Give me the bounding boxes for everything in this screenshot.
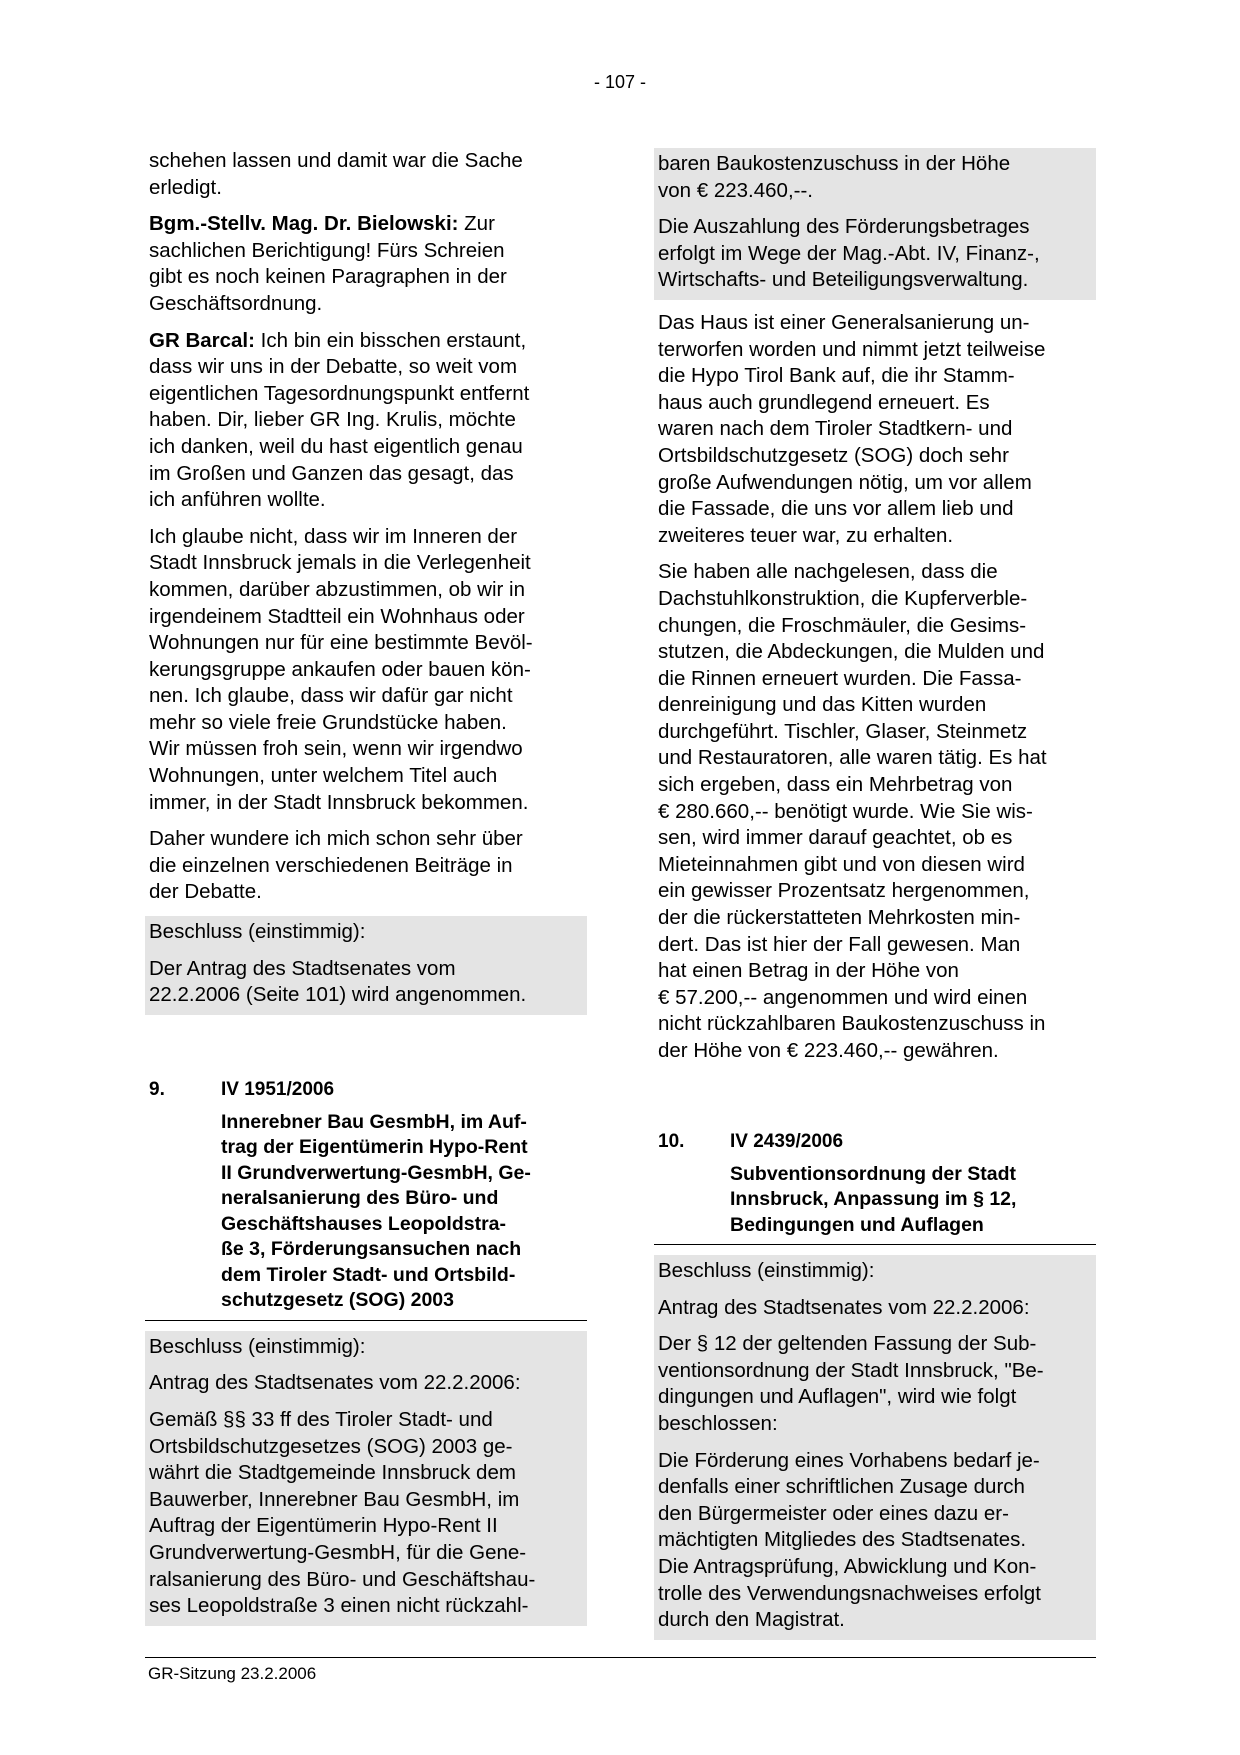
agenda-item-heading xyxy=(654,1129,1096,1154)
agenda-item-number: 9. xyxy=(149,1078,165,1100)
motion-label: Antrag des Stadtsenates vom 22.2.2006: xyxy=(145,1366,587,1403)
agenda-item-title: Innerebner Bau GesmbH, im Auf- trag der Eigentümerin Hypo-Rent II Grundverwertung-GesmbH, Ge- neralsanierung des Büro- und Geschäftshauses Leopoldstra- ße 3, Förderungsansuchen nach dem Tiroler Stadt- und Ortsbild- schutzgesetz (SOG) 2003 xyxy=(221,1110,531,1312)
agenda-item-number: 10. xyxy=(658,1130,685,1152)
divider xyxy=(145,1320,587,1321)
motion-text-continued: baren Baukostenzuschuss in der Höhe von € 223.460,--. xyxy=(654,148,1096,210)
page-number: - 107 - xyxy=(593,72,647,92)
speaker-paragraph xyxy=(145,328,587,514)
speaker-name: GR Barcal: xyxy=(149,328,255,352)
motion-text-payment: Die Auszahlung des Förderungsbetrages erfolgt im Wege der Mag.-Abt. IV, Finanz-, Wirtschafts- und Beteiligungsverwaltung. xyxy=(654,210,1096,300)
resolution-label: Beschluss (einstimmig): xyxy=(145,1331,587,1367)
speech-text: Ich bin ein bisschen erstaunt, dass wir uns in der Debatte, so weit vom eigentlichen Tagesordnungspunkt entfernt haben. Dir, lieber GR Ing. Krulis, möchte ich danken, weil du hast eigentlich genau im Großen und Ganzen das gesagt, das ich anführen wollte. xyxy=(149,328,530,512)
paragraph: Sie haben alle nachgelesen, dass die Dachstuhlkonstruktion, die Kupferverble- chungen, die Froschmäuler, die Gesims- stutzen, die Abdeckungen, die Mulden und die Rinnen erneuert wurden. Die Fassa- denreinigung und das Kitten wurden durchgeführt. Tischler, Glaser, Steinmetz und Restauratoren, alle waren tätig. Es hat sich ergeben, dass ein Mehrbetrag von € 280.660,-- benötigt wurde. Wie Sie wis- sen, wird immer darauf geachtet, ob es Mieteinnahmen gibt und von diesen wird ein gewisser Prozentsatz hergenommen, der die rückerstatteten Mehrkosten min- dert. Das ist hier der Fall gewesen. Man hat einen Betrag in der Höhe von € 57.200,-- angenommen und wird einen nicht rückzahlbaren Baukostenzuschuss in der Höhe von € 223.460,-- gewähren. xyxy=(658,560,1047,1062)
motion-text: Gemäß §§ 33 ff des Tiroler Stadt- und Ortsbildschutzgesetzes (SOG) 2003 ge- währt die Stadtgemeinde Innsbruck dem Bauwerber, Innerebner Bau GesmbH, im Auftrag der Eigentümerin Hypo-Rent II Grundverwertung-GesmbH, für die Gene- ralsanierung des Büro- und Geschäftshau- ses Leopoldstraße 3 einen nicht rückzahl- xyxy=(145,1403,587,1626)
agenda-item-code: IV 1951/2006 xyxy=(221,1078,335,1100)
right-column xyxy=(654,148,1096,1640)
footer-divider xyxy=(145,1657,1096,1658)
motion-text: Der § 12 der geltenden Fassung der Sub- ventionsordnung der Stadt Innsbruck, "Be- dingungen und Auflagen", wird wie folgt beschlossen: xyxy=(654,1327,1096,1443)
speaker-paragraph xyxy=(145,211,587,317)
speech-text: Zur sachlichen Berichtigung! Fürs Schreien gibt es noch keinen Paragraphen in der Geschäftsordnung. xyxy=(149,212,507,315)
divider xyxy=(654,1244,1096,1245)
motion-label: Antrag des Stadtsenates vom 22.2.2006: xyxy=(654,1291,1096,1328)
resolution-text: Der Antrag des Stadtsenates vom 22.2.2006 (Seite 101) wird angenommen. xyxy=(145,952,587,1015)
paragraph: Das Haus ist einer Generalsanierung un- terworfen worden und nimmt jetzt teilweise die Hypo Tirol Bank auf, die ihr Stamm- haus auch grundlegend erneuert. Es waren nach dem Tiroler Stadtkern- und Ortsbildschutzgesetz (SOG) doch sehr große Aufwendungen nötig, um vor allem die Fassade, die uns vor allem lieb und zweiteres teuer war, zu erhalten. xyxy=(658,310,1046,547)
resolution-label: Beschluss (einstimmig): xyxy=(654,1255,1096,1291)
paragraph: Ich glaube nicht, dass wir im Inneren der Stadt Innsbruck jemals in die Verlegenheit kommen, darüber abzustimmen, ob wir in irgendeinem Stadtteil ein Wohnhaus oder Wohnungen nur für eine bestimmte Bevöl- kerungsgruppe ankaufen oder bauen kön- nen. Ich glaube, dass wir dafür gar nicht mehr so viele freie Grundstücke haben. Wir müssen froh sein, wenn wir irgendwo Wohnungen, unter welchem Titel auch immer, in der Stadt Innsbruck bekommen. xyxy=(149,524,533,814)
paragraph: Daher wundere ich mich schon sehr über die einzelnen verschiedenen Beiträge in der Debatte. xyxy=(149,827,523,904)
footer-session-date: GR-Sitzung 23.2.2006 xyxy=(148,1664,317,1683)
left-column xyxy=(145,148,587,1626)
agenda-item-title: Subventionsordnung der Stadt Innsbruck, Anpassung im § 12, Bedingungen und Auflagen xyxy=(730,1162,1017,1236)
motion-text: Die Förderung eines Vorhabens bedarf je- denfalls einer schriftlichen Zusage durch den Bürgermeister oder eines dazu er- mächtigten Mitgliedes des Stadtsenates. Die Antragsprüfung, Abwicklung und Kon- trolle des Verwendungsnachweises erfolgt durch den Magistrat. xyxy=(654,1444,1096,1640)
paragraph: schehen lassen und damit war die Sache erledigt. xyxy=(149,149,523,199)
resolution-label: Beschluss (einstimmig): xyxy=(145,916,587,952)
agenda-item-heading xyxy=(145,1077,587,1102)
speaker-name: Bgm.-Stellv. Mag. Dr. Bielowski: xyxy=(149,212,459,236)
agenda-item-code: IV 2439/2006 xyxy=(730,1130,844,1152)
